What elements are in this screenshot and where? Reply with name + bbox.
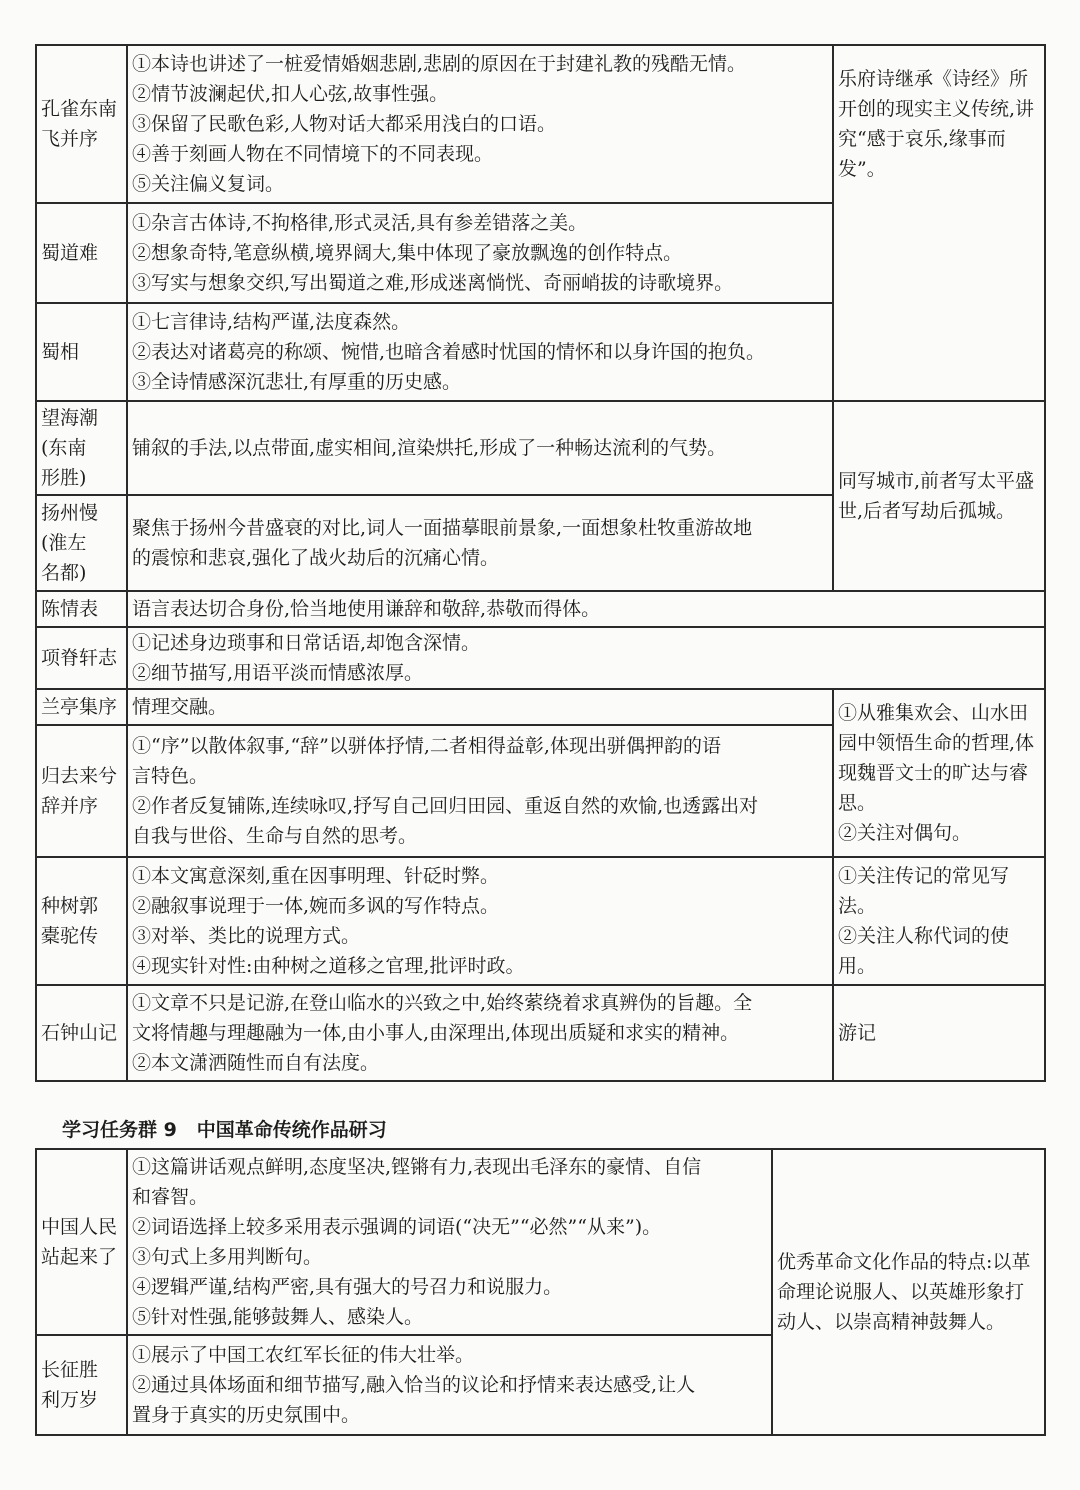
work-title: 项脊轩志 (36, 627, 127, 689)
note-cell: 乐府诗继承《诗经》所开创的现实主义传统,讲究“感于哀乐,缘事而发”。 (833, 45, 1045, 401)
features-cell: ①本文寓意深刻,重在因事明理、针砭时弊。 ②融叙事说理于一体,婉而多讽的写作特点。 ③对举、类比的说理方式。 ④现实针对性:由种树之道移之官理,批评时政。 (127, 857, 833, 985)
work-title: 陈情表 (36, 591, 127, 627)
literature-table-2 (35, 1148, 1046, 1436)
note-cell: ①从雅集欢会、山水田园中领悟生命的哲理,体现魏晋文士的旷达与睿思。 ②关注对偶句。 (833, 689, 1045, 857)
table-row (36, 689, 1045, 725)
table-row (36, 45, 1045, 203)
work-title: 归去来兮 辞并序 (36, 725, 127, 857)
note-cell: 游记 (833, 985, 1045, 1081)
features-cell: ①记述身边琐事和日常话语,却饱含深情。 ②细节描写,用语平淡而情感浓厚。 (127, 627, 1045, 689)
features-cell: ①文章不只是记游,在登山临水的兴致之中,始终萦绕着求真辨伪的旨趣。全 文将情趣与理趣融为一体,由小事人,由深理出,体现出质疑和求实的精神。 ②本文潇洒随性而自有法度。 (127, 985, 833, 1081)
features-cell: ①本诗也讲述了一桩爱情婚姻悲剧,悲剧的原因在于封建礼教的残酷无情。 ②情节波澜起伏,扣人心弦,故事性强。 ③保留了民歌色彩,人物对话大都采用浅白的口语。 ④善于刻画人物在不同情境下的不同表现。 ⑤关注偏义复词。 (127, 45, 833, 203)
work-title: 扬州慢 (淮左 名都) (36, 495, 127, 591)
section-title: 中国革命传统作品研习 (196, 1119, 387, 1141)
work-title: 蜀道难 (36, 203, 127, 303)
work-title: 中国人民 站起来了 (36, 1149, 127, 1335)
features-cell: ①这篇讲话观点鲜明,态度坚决,铿锵有力,表现出毛泽东的豪情、自信 和睿智。 ②词语选择上较多采用表示强调的词语(“决无”“必然”“从来”)。 ③句式上多用判断句。 ④逻辑严谨,结构严密,具有强大的号召力和说服力。 ⑤针对性强,能够鼓舞人、感染人。 (127, 1149, 772, 1335)
work-title: 种树郭 橐驼传 (36, 857, 127, 985)
work-title: 孔雀东南 飞并序 (36, 45, 127, 203)
note-cell: ①关注传记的常见写法。 ②关注人称代词的使用。 (833, 857, 1045, 985)
features-cell: ①七言律诗,结构严谨,法度森然。 ②表达对诸葛亮的称颂、惋惜,也暗含着感时忧国的情怀和以身许国的抱负。 ③全诗情感深沉悲壮,有厚重的历史感。 (127, 303, 833, 401)
section-heading (62, 1117, 387, 1143)
note-cell: 优秀革命文化作品的特点:以革命理论说服人、以英雄形象打动人、以崇高精神鼓舞人。 (772, 1149, 1045, 1435)
features-cell: 铺叙的手法,以点带面,虚实相间,渲染烘托,形成了一种畅达流利的气势。 (127, 401, 833, 495)
section-label: 学习任务群 9 (62, 1119, 177, 1141)
features-cell: 聚焦于扬州今昔盛衰的对比,词人一面描摹眼前景象,一面想象杜牧重游故地 的震惊和悲哀,强化了战火劫后的沉痛心情。 (127, 495, 833, 591)
work-title: 望海潮 (东南 形胜) (36, 401, 127, 495)
work-title: 兰亭集序 (36, 689, 127, 725)
table-row (36, 401, 1045, 495)
features-cell: ①杂言古体诗,不拘格律,形式灵活,具有参差错落之美。 ②想象奇特,笔意纵横,境界阔大,集中体现了豪放飘逸的创作特点。 ③写实与想象交织,写出蜀道之难,形成迷离惝恍、奇丽峭拔的诗歌境界。 (127, 203, 833, 303)
table-row (36, 1149, 1045, 1335)
work-title: 长征胜 利万岁 (36, 1335, 127, 1435)
literature-table-1 (35, 44, 1046, 1082)
features-cell: 情理交融。 (127, 689, 833, 725)
note-cell: 同写城市,前者写太平盛世,后者写劫后孤城。 (833, 401, 1045, 591)
features-cell: ①展示了中国工农红军长征的伟大壮举。 ②通过具体场面和细节描写,融入恰当的议论和抒情来表达感受,让人 置身于真实的历史氛围中。 (127, 1335, 772, 1435)
table-row (36, 985, 1045, 1081)
features-cell: 语言表达切合身份,恰当地使用谦辞和敬辞,恭敬而得体。 (127, 591, 1045, 627)
table-row (36, 627, 1045, 689)
table-row (36, 857, 1045, 985)
work-title: 蜀相 (36, 303, 127, 401)
work-title: 石钟山记 (36, 985, 127, 1081)
table-row (36, 591, 1045, 627)
features-cell: ①“序”以散体叙事,“辞”以骈体抒情,二者相得益彰,体现出骈偶押韵的语 言特色。 ②作者反复铺陈,连续咏叹,抒写自己回归田园、重返自然的欢愉,也透露出对 自我与世俗、生命与自然的思考。 (127, 725, 833, 857)
